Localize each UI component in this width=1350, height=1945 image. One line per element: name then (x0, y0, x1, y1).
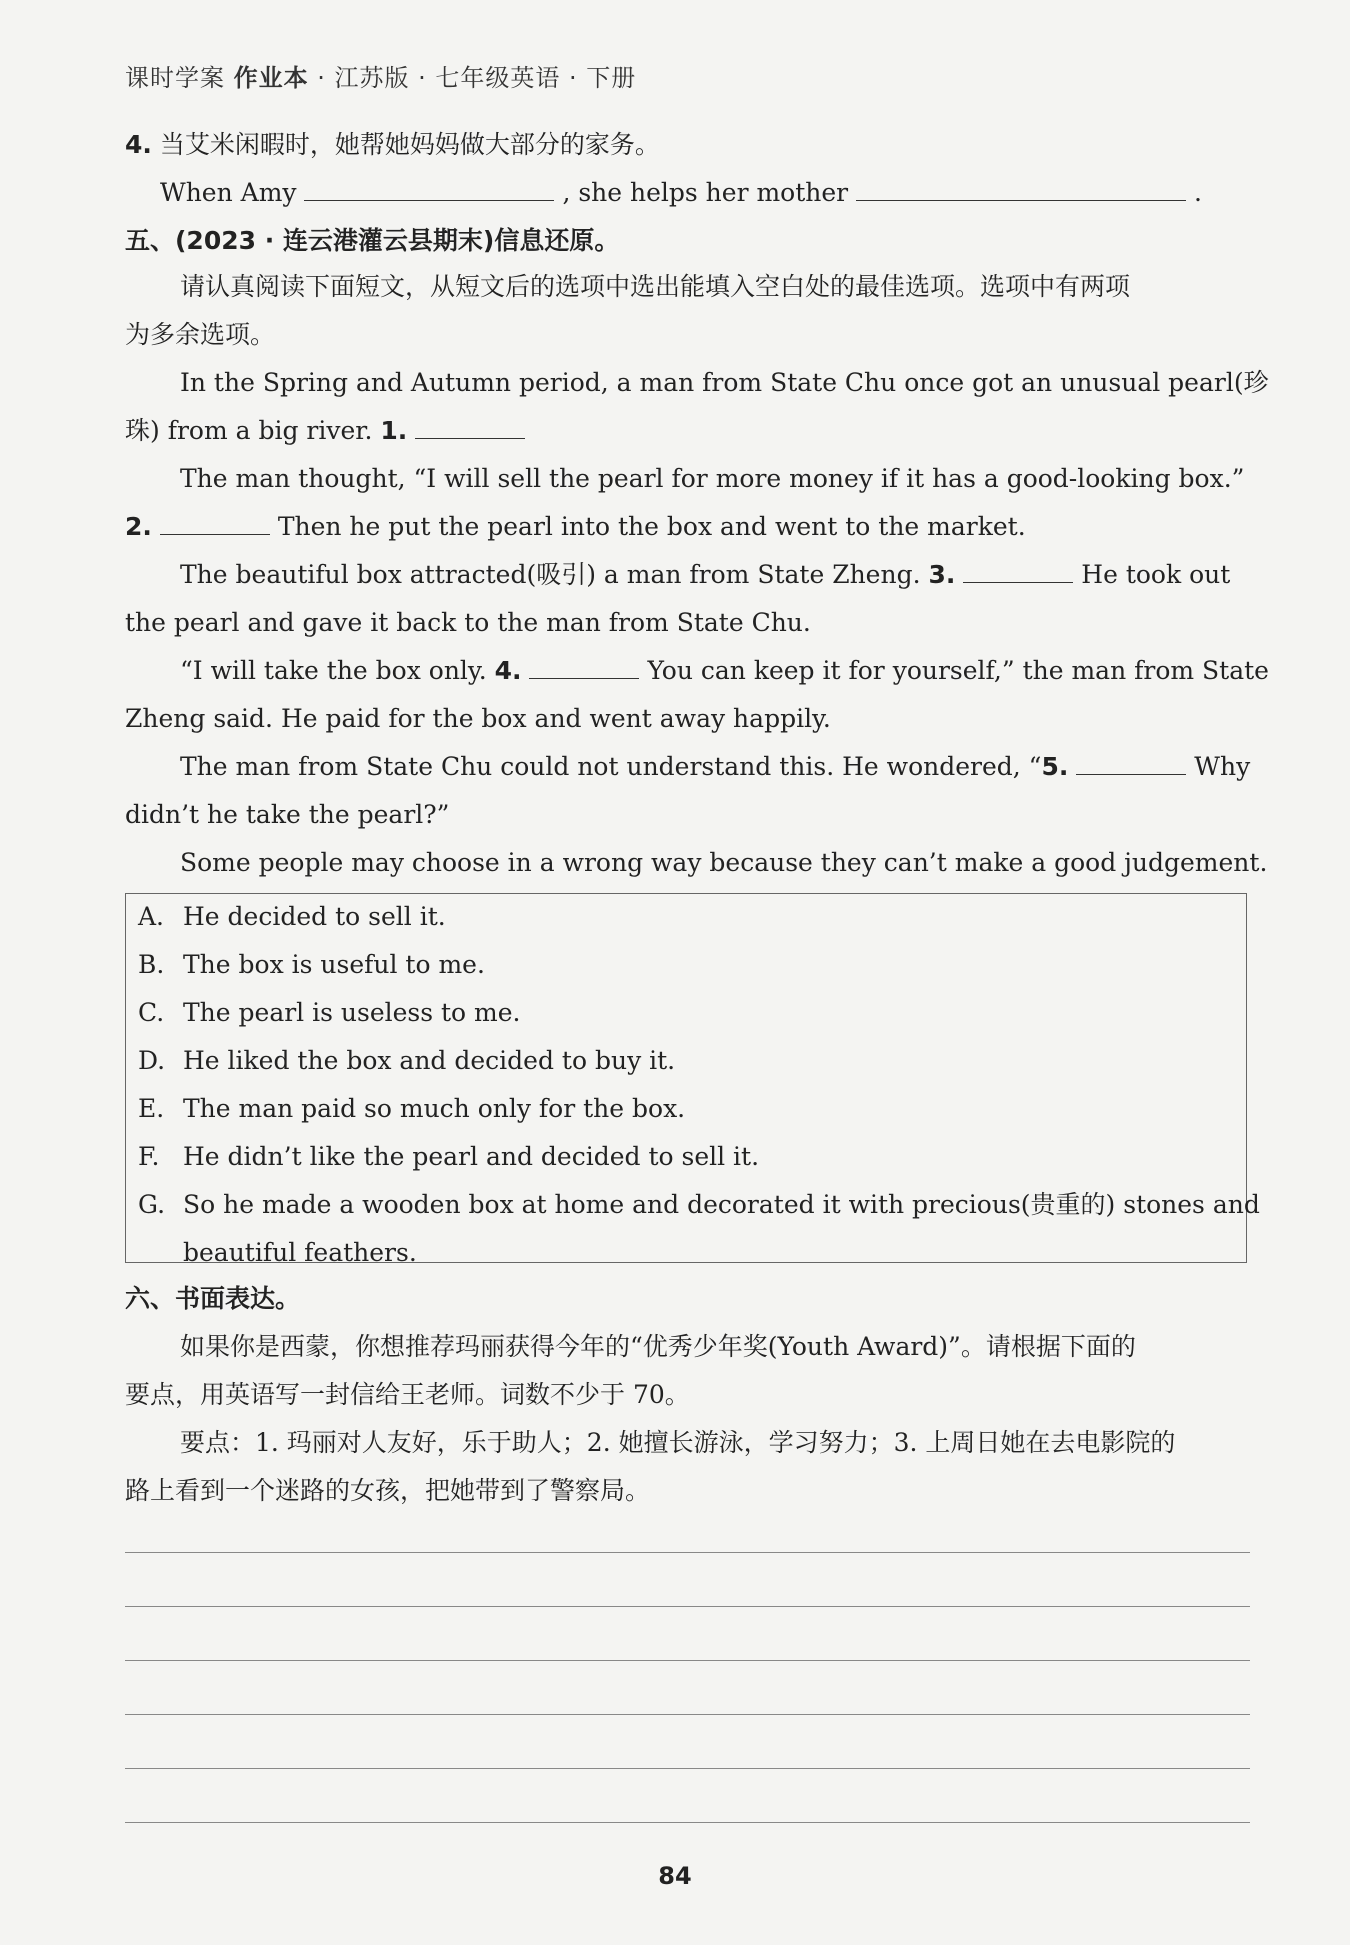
option-b[interactable]: B. The box is useful to me. (138, 950, 485, 979)
q4-english: When Amy , she helps her mother . (160, 178, 1202, 207)
passage-p6: Some people may choose in a wrong way because they can’t make a good judgement. (180, 848, 1268, 877)
option-c[interactable]: C. The pearl is useless to me. (138, 998, 521, 1027)
passage-p2-line1: The man thought, “I will sell the pearl for more money if it has a good-looking box.” (180, 464, 1245, 493)
passage-blank-4[interactable] (529, 654, 639, 679)
writing-line[interactable] (125, 1822, 1250, 1823)
section6-line3: 要点：1. 玛丽对人友好，乐于助人；2. 她擅长游泳，学习努力；3. 上周日她在去电影院的 (180, 1428, 1176, 1457)
section5-instruction-2: 为多余选项。 (125, 320, 276, 349)
passage-p3-line1: The beautiful box attracted(吸引) a man from State Zheng. 3. He took out (180, 560, 1231, 589)
header-edition: · 江苏版 · 七年级英语 · 下册 (317, 64, 637, 92)
section6-line2: 要点，用英语写一封信给王老师。词数不少于 70。 (125, 1380, 690, 1409)
passage-p1-line1: In the Spring and Autumn period, a man from State Chu once got an unusual pearl(珍 (180, 368, 1269, 397)
section6-line1: 如果你是西蒙，你想推荐玛丽获得今年的“优秀少年奖(Youth Award)”。请根据下面的 (180, 1332, 1136, 1361)
passage-p2-line2: 2. Then he put the pearl into the box and went to the market. (125, 512, 1026, 541)
page-number: 84 (658, 1862, 692, 1890)
option-d[interactable]: D. He liked the box and decided to buy it. (138, 1046, 676, 1075)
option-a[interactable]: A. He decided to sell it. (138, 902, 446, 931)
page-header (125, 58, 636, 93)
option-g[interactable]: G. So he made a wooden box at home and decorated it with precious(贵重的) stones and (138, 1190, 1260, 1219)
passage-blank-2[interactable] (160, 510, 270, 535)
q4-chinese-text: 当艾米闲暇时，她帮她妈妈做大部分的家务。 (159, 130, 660, 159)
passage-p4-line2: Zheng said. He paid for the box and went away happily. (125, 704, 831, 733)
writing-line[interactable] (125, 1660, 1250, 1661)
q4-chinese (125, 128, 1250, 162)
writing-line[interactable] (125, 1552, 1250, 1553)
q4-number: 4. (125, 130, 152, 159)
passage-blank-5[interactable] (1076, 750, 1186, 775)
option-g-continued: beautiful feathers. (183, 1238, 417, 1267)
option-f[interactable]: F. He didn’t like the pearl and decided to sell it. (138, 1142, 760, 1171)
q4-blank-2[interactable] (856, 176, 1186, 201)
passage-blank-3[interactable] (963, 558, 1073, 583)
passage-p5-line2: didn’t he take the pearl?” (125, 800, 450, 829)
writing-line[interactable] (125, 1768, 1250, 1769)
option-e[interactable]: E. The man paid so much only for the box. (138, 1094, 686, 1123)
passage-p4-line1: “I will take the box only. 4. You can keep it for yourself,” the man from State (180, 656, 1269, 685)
writing-line[interactable] (125, 1606, 1250, 1607)
options-box (125, 893, 1260, 1267)
section6-title: 六、书面表达。 (125, 1284, 301, 1313)
passage-p1-line2: 珠) from a big river. 1. (125, 414, 1250, 448)
q4-blank-1[interactable] (304, 176, 554, 201)
writing-line[interactable] (125, 1714, 1250, 1715)
passage-p5-line1: The man from State Chu could not understand this. He wondered, “5. Why (180, 752, 1251, 781)
passage-p3-line2: the pearl and gave it back to the man from State Chu. (125, 608, 811, 637)
section5-instruction-1: 请认真阅读下面短文，从短文后的选项中选出能填入空白处的最佳选项。选项中有两项 (180, 272, 1131, 301)
section5-title: 五、(2023 · 连云港灌云县期末)信息还原。 (125, 226, 620, 255)
passage-blank-1[interactable] (415, 414, 525, 439)
header-series: 课时学案 (125, 64, 225, 92)
header-book: 作业本 (233, 64, 309, 92)
section6-line4: 路上看到一个迷路的女孩，把她带到了警察局。 (125, 1476, 651, 1505)
